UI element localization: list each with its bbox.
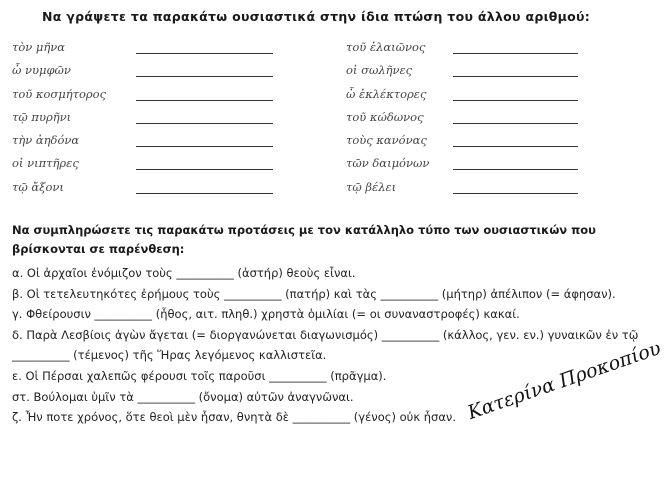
answer-blank[interactable] [136, 100, 273, 101]
answer-blank[interactable] [453, 76, 578, 77]
noun: τοῦ κώδωνος [346, 109, 424, 124]
list-item [12, 133, 277, 156]
exercise1-left-column [12, 40, 277, 203]
exercise1-right-column [346, 40, 586, 203]
list-item [346, 180, 586, 203]
noun: τοῦ ἐλαιῶνος [346, 40, 426, 54]
list-item [346, 40, 586, 63]
answer-blank[interactable] [453, 53, 578, 54]
sentence-b: β. Οἱ τετελευτηκότες ἐρήμους τοὺς __________ (πατήρ) καὶ τὰς __________ (μήτηρ) ἀπέλιπον (= άφησαν). [12, 286, 616, 301]
sentence-d-continued: __________ (τέμενος) τῆς Ἥρας λεγόμενος καλλιστεῖα. [12, 348, 327, 363]
answer-blank[interactable] [136, 123, 273, 124]
author-signature: Κατερίνα Προκοπίου [464, 337, 664, 424]
answer-blank[interactable] [453, 146, 578, 147]
list-item [12, 156, 277, 179]
list-item [346, 156, 586, 179]
answer-blank[interactable] [136, 146, 273, 147]
noun: τῷ ἄξονι [12, 179, 64, 194]
sentence-a: α. Οἱ ἀρχαῖοι ἐνόμιζον τοὺς __________ (ἀστήρ) θεοὺς εἶναι. [12, 266, 356, 280]
list-item [12, 63, 277, 86]
noun: τῶν δαιμόνων [346, 156, 430, 171]
list-item [12, 180, 277, 203]
exercise2-sentences [12, 263, 639, 428]
list-item [346, 87, 586, 110]
noun: τῷ πυρῆνι [12, 109, 72, 124]
noun: τῷ βέλει [346, 179, 397, 194]
noun: τοῦ κοσμήτορος [12, 86, 107, 101]
list-item [346, 110, 586, 133]
answer-blank[interactable] [136, 193, 273, 194]
answer-blank[interactable] [453, 123, 578, 124]
noun: οἱ σωλῆνες [346, 63, 413, 78]
answer-blank[interactable] [453, 193, 578, 194]
list-item [12, 40, 277, 63]
sentence-st: στ. Βούλομαι ὑμῖν τὰ __________ (ὄνομα) αὐτῶν ἀναγνῶναι. [12, 389, 354, 404]
sentence-e: ε. Οἱ Πέρσαι χαλεπῶς φέρουσι τοῖς παροῦσι __________ (πρᾶγμα). [12, 368, 387, 383]
sentence-z: ζ. Ἦν ποτε χρόνος, ὅτε θεοὶ μὲν ἦσαν, θνητὰ δὲ __________ (γένος) οὐκ ἦσαν. [12, 410, 456, 425]
answer-blank[interactable] [136, 169, 273, 170]
noun: τοὺς κανόνας [346, 133, 427, 148]
answer-blank[interactable] [136, 76, 273, 77]
exercise1-title: Να γράψετε τα παρακάτω ουσιαστικά στην ίδια πτώση του άλλου αριθμού: [42, 9, 591, 24]
answer-blank[interactable] [136, 53, 273, 54]
list-item [346, 63, 586, 86]
list-item [12, 87, 277, 110]
noun: τὴν ἀηδόνα [12, 133, 80, 148]
sentence-d: δ. Παρὰ Λεσβίοις ἀγὼν ἄγεται (= διοργανώνεται διαγωνισμός) __________ (κάλλος, γεν. εν.) γυναικῶν ἐν τῷ [12, 327, 639, 342]
noun: ὦ ἐκλέκτορες [346, 86, 427, 101]
list-item [12, 110, 277, 133]
noun: τὸν μῆνα [12, 40, 66, 54]
answer-blank[interactable] [453, 169, 578, 170]
noun: οἱ νιπτῆρες [12, 156, 79, 171]
list-item [346, 133, 586, 156]
sentence-c: γ. Φθείρουσιν __________ (ἦθος, αιτ. πληθ.) χρηστὰ ὁμιλίαι (= οι συναναστροφές) κακαί. [12, 307, 520, 322]
exercise2-title: Να συμπληρώσετε τις παρακάτω προτάσεις με τον κατάλληλο τύπο των ουσιαστικών που βρίσκονται σε παρένθεση: [12, 223, 596, 256]
noun: ὦ νυμφῶν [12, 63, 71, 78]
answer-blank[interactable] [453, 100, 578, 101]
